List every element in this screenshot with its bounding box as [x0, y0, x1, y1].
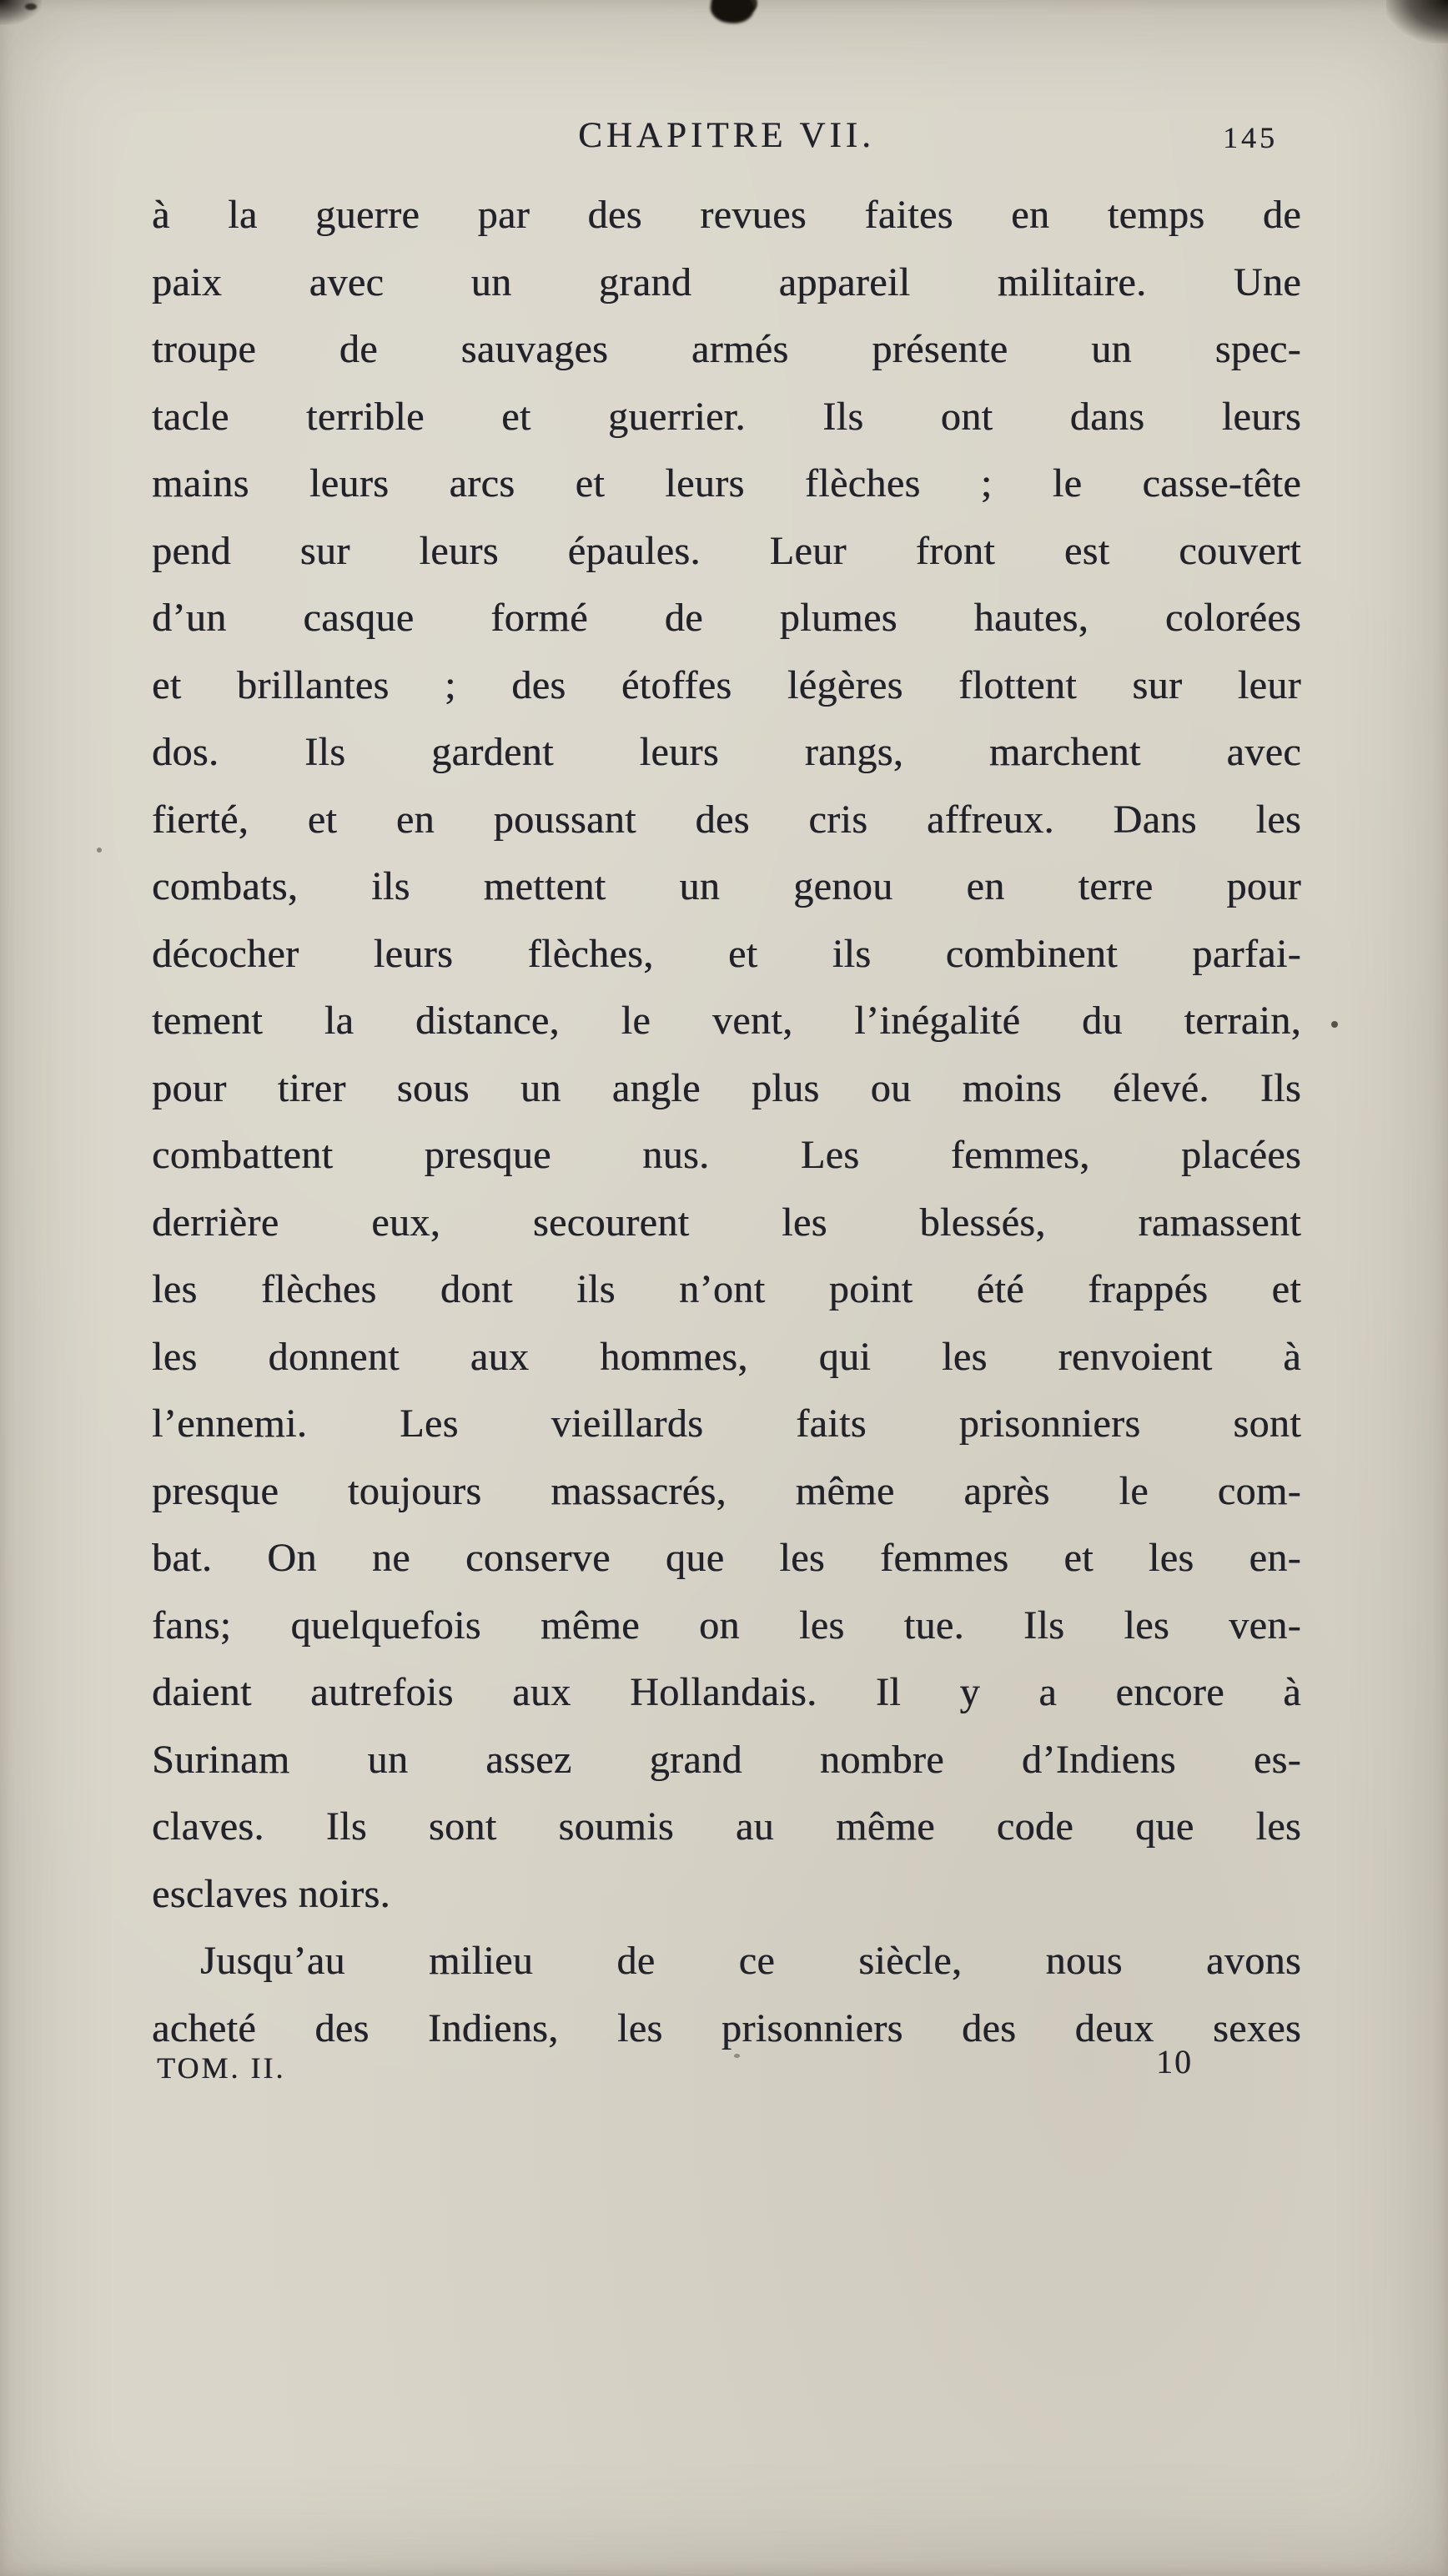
text-line: claves. Ils sont soumis au même code que les: [152, 1804, 1301, 1849]
text-line: pour tirer sous un angle plus ou moins élevé. Ils: [152, 1065, 1301, 1110]
text-line: décocher leurs flèches, et ils combinent parfai-: [152, 931, 1301, 976]
ink-speck-right-margin: [1331, 1021, 1338, 1028]
text-line: tement la distance, le vent, l’inégalité du terrain,: [152, 999, 1301, 1043]
text-line: combattent presque nus. Les femmes, placées: [152, 1133, 1301, 1177]
text-line: Jusqu’au milieu de ce siècle, nous avons: [200, 1939, 1301, 1983]
text-line: troupe de sauvages armés présente un spec-: [152, 327, 1301, 371]
scan-shadow-top-right-corner: [1386, 0, 1448, 43]
ink-blot-top-center: [709, 0, 757, 26]
text-line: acheté des Indiens, les prisonniers des deux sexes: [152, 2005, 1301, 2050]
ink-speck-left-margin: [97, 848, 102, 853]
text-line: fans; quelquefois même on les tue. Ils les ven-: [152, 1602, 1301, 1648]
text-line: à la guerre par des revues faites en temps de: [152, 193, 1301, 237]
text-line: paix avec un grand appareil militaire. Une: [152, 259, 1301, 304]
body-text: [152, 182, 1301, 2062]
page-number: 145: [1223, 121, 1278, 154]
text-line: tacle terrible et guerrier. Ils ont dans leurs: [152, 394, 1301, 439]
text-line: mains leurs arcs et leurs flèches ; le casse-tête: [152, 461, 1301, 506]
text-line: combats, ils mettent un genou en terre pour: [152, 864, 1301, 908]
text-line: les donnent aux hommes, qui les renvoient à: [152, 1334, 1301, 1379]
volume-label: TOM. II.: [157, 2051, 286, 2085]
page-footer: [152, 2042, 1301, 2092]
scan-shadow-top-left-corner: [0, 0, 42, 25]
text-line: et brillantes ; des étoffes légères flottent sur leur: [152, 662, 1301, 707]
text-line: bat. On ne conserve que les femmes et les en-: [152, 1536, 1301, 1580]
ink-speck-top-left: [25, 3, 37, 10]
text-line: esclaves noirs.: [152, 1871, 390, 1916]
text-line: d’un casque formé de plumes hautes, colorées: [152, 596, 1301, 640]
signature-number: 10: [1156, 2043, 1193, 2080]
running-head: [152, 115, 1301, 165]
text-line: les flèches dont ils n’ont point été frappés et: [152, 1267, 1301, 1311]
text-line: derrière eux, secourent les blessés, ramassent: [152, 1200, 1301, 1245]
text-line: l’ennemi. Les vieillards faits prisonniers sont: [152, 1401, 1301, 1446]
chapter-title: CHAPITRE VII.: [578, 116, 875, 155]
ink-blot-top-center-small: [744, 0, 757, 12]
text-line: Surinam un assez grand nombre d’Indiens es-: [152, 1737, 1301, 1782]
text-line: daient autrefois aux Hollandais. Il y a encore à: [152, 1670, 1301, 1714]
text-line: presque toujours massacrés, même après le com-: [152, 1468, 1301, 1513]
text-line: fierté, et en poussant des cris affreux. Dans les: [152, 797, 1301, 842]
text-line: dos. Ils gardent leurs rangs, marchent avec: [152, 730, 1301, 774]
text-line: pend sur leurs épaules. Leur front est couvert: [152, 528, 1301, 573]
